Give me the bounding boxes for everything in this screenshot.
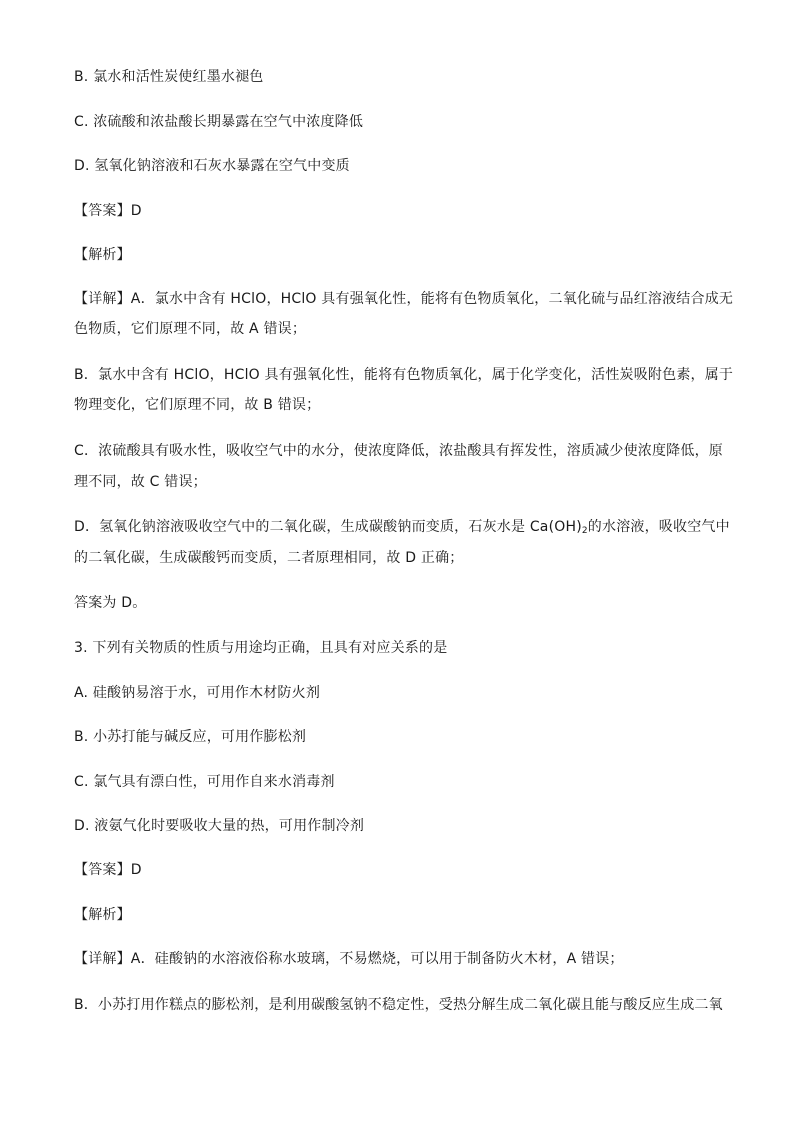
q2-detail-d-text-a: D．氢氧化钠溶液吸收空气中的二氧化碳，生成碳酸钠而变质，石灰水是 Ca(OH) (74, 519, 582, 535)
q3-analysis-heading: 【解析】 (74, 907, 131, 923)
q2-detail-d-line2: 的二氧化碳，生成碳酸钙而变质，二者原理相同，故 D 正确； (74, 550, 464, 566)
q2-option-b: B. 氯水和活性炭使红墨水褪色 (74, 69, 264, 85)
q2-conclusion: 答案为 D。 (74, 595, 147, 611)
q3-stem: 3. 下列有关物质的性质与用途均正确，且具有对应关系的是 (74, 640, 448, 656)
q3-answer: 【答案】D (74, 862, 142, 878)
q2-option-d: D. 氢氧化钠溶液和石灰水暴露在空气中变质 (74, 158, 350, 174)
q2-detail-d-subscript: 2 (581, 526, 588, 536)
q2-analysis-heading: 【解析】 (74, 247, 131, 263)
q2-detail-a-line1: 【详解】A．氯水中含有 HClO，HClO 具有强氧化性，能将有色物质氧化，二氧化硫与品红溶液结合成无 (74, 291, 734, 307)
q3-option-a: A. 硅酸钠易溶于水，可用作木材防火剂 (74, 685, 321, 701)
q3-option-b: B. 小苏打能与碱反应，可用作膨松剂 (74, 729, 307, 745)
q2-detail-b-line1: B．氯水中含有 HClO，HClO 具有强氧化性，能将有色物质氧化，属于化学变化，活性炭吸附色素，属于 (74, 367, 734, 383)
q2-detail-c-line2: 理不同，故 C 错误； (74, 474, 207, 490)
q2-detail-d-text-b: 的水溶液，吸收空气中 (587, 519, 730, 535)
q2-detail-c-line1: C．浓硫酸具有吸水性，吸收空气中的水分，使浓度降低，浓盐酸具有挥发性，溶质减少使浓度降低，原 (74, 443, 723, 459)
q2-option-c: C. 浓硫酸和浓盐酸长期暴露在空气中浓度降低 (74, 114, 364, 130)
q3-option-c: C. 氯气具有漂白性，可用作自来水消毒剂 (74, 774, 335, 790)
q2-detail-b-line2: 物理变化，它们原理不同，故 B 错误； (74, 397, 321, 413)
q3-detail-b-line1: B．小苏打用作糕点的膨松剂，是利用碳酸氢钠不稳定性，受热分解生成二氧化碳且能与酸反应生成二氧 (74, 997, 723, 1013)
q3-detail-a: 【详解】A．硅酸钠的水溶液俗称水玻璃，不易燃烧，可以用于制备防火木材，A 错误； (74, 951, 624, 967)
q3-option-d: D. 液氨气化时要吸收大量的热，可用作制冷剂 (74, 818, 365, 834)
q2-detail-d-line1 (74, 518, 730, 536)
q2-detail-a-line2: 色物质，它们原理不同，故 A 错误； (74, 321, 307, 337)
q2-answer: 【答案】D (74, 203, 142, 219)
